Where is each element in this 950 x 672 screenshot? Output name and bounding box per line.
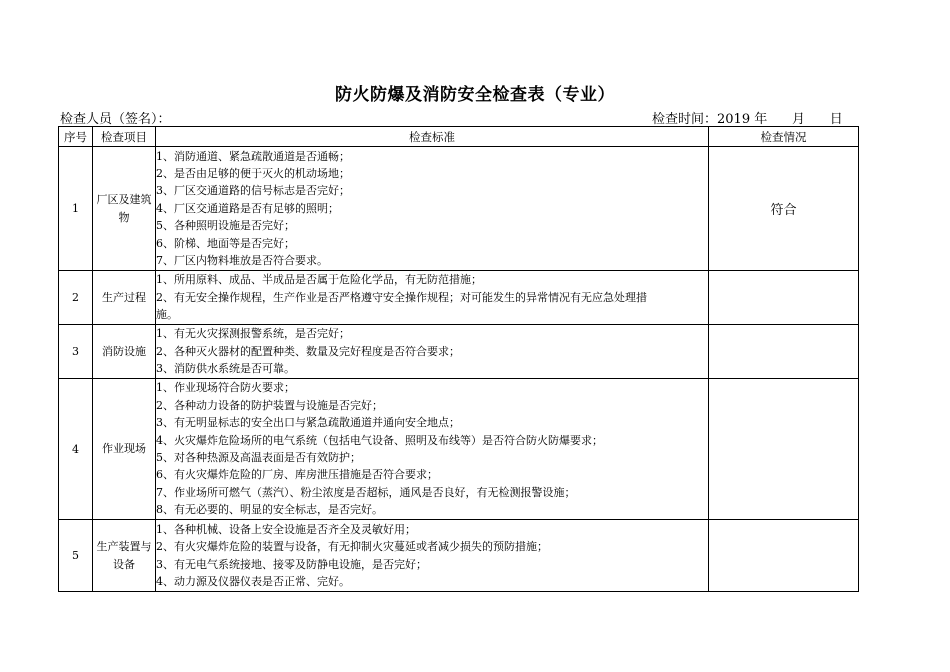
- criterion: 3、消防供水系统是否可靠。: [156, 362, 295, 376]
- criterion: 施。: [156, 308, 178, 322]
- header-status: 检查情况: [709, 127, 859, 147]
- row-criteria: [156, 147, 709, 271]
- table-row: [59, 147, 859, 271]
- row-status: 符合: [709, 147, 859, 271]
- criterion: 4、火灾爆炸危险场所的电气系统（包括电气设备、照明及布线等）是否符合防火防爆要求；: [156, 433, 603, 447]
- criterion: 3、有无明显标志的安全出口与紧急疏散通道并通向安全地点；: [156, 416, 460, 430]
- criterion: 6、有火灾爆炸危险的厂房、库房泄压措施是否符合要求；: [156, 468, 438, 482]
- criterion: 4、厂区交通道路是否有足够的照明；: [156, 201, 339, 215]
- criterion: 8、有无必要的、明显的安全标志，是否完好。: [156, 503, 383, 517]
- row-seq: 5: [59, 520, 93, 592]
- criterion: 3、厂区交通道路的信号标志是否完好；: [156, 184, 350, 198]
- table-row: [59, 271, 859, 325]
- criterion: 5、各种照明设施是否完好；: [156, 219, 295, 233]
- inspector-label: 检查人员（签名）：: [60, 112, 171, 127]
- row-status: [709, 271, 859, 325]
- criterion: 7、作业场所可燃气（蒸汽）、粉尘浓度是否超标，通风是否良好，有无检测报警设施；: [156, 485, 576, 499]
- row-item: 生产装置与设备: [93, 520, 156, 592]
- criterion: 6、阶梯、地面等是否完好；: [156, 236, 295, 250]
- checklist-table: [58, 126, 859, 592]
- row-criteria: [156, 271, 709, 325]
- table-row: [59, 325, 859, 379]
- row-status: [709, 325, 859, 379]
- row-criteria: [156, 520, 709, 592]
- criterion: 4、动力源及仪器仪表是否正常、完好。: [156, 574, 350, 588]
- header-item: 检查项目: [93, 127, 156, 147]
- row-status: [709, 520, 859, 592]
- header-standard: 检查标准: [156, 127, 709, 147]
- row-seq: 3: [59, 325, 93, 379]
- criterion: 7、厂区内物料堆放是否符合要求。: [156, 254, 328, 268]
- criterion: 1、所用原料、成品、半成品是否属于危险化学品，有无防范措施；: [156, 273, 482, 287]
- criterion: 2、有火灾爆炸危险的装置与设备，有无抑制火灾蔓延或者减少损失的预防措施；: [156, 540, 548, 554]
- inspection-time-label: 检查时间：2019 年 月 日: [652, 112, 843, 127]
- table-row: [59, 520, 859, 592]
- criterion: 2、有无安全操作规程，生产作业是否严格遵守安全操作规程；对可能发生的异常情况有无应急处理措: [156, 290, 647, 304]
- criterion: 3、有无电气系统接地、接零及防静电设施，是否完好；: [156, 557, 427, 571]
- page-title: 防火防爆及消防安全检查表（专业）: [335, 85, 615, 105]
- criterion: 2、各种灭火器材的配置种类、数量及完好程度是否符合要求；: [156, 344, 460, 358]
- criterion: 1、消防通道、紧急疏散通道是否通畅；: [156, 149, 350, 163]
- row-item: 作业现场: [93, 379, 156, 520]
- criterion: 1、有无火灾探测报警系统，是否完好；: [156, 327, 350, 341]
- row-seq: 2: [59, 271, 93, 325]
- row-item: 生产过程: [93, 271, 156, 325]
- row-criteria: [156, 379, 709, 520]
- criterion: 2、是否由足够的便于灭火的机动场地；: [156, 166, 350, 180]
- criterion: 2、各种动力设备的防护装置与设施是否完好；: [156, 398, 383, 412]
- row-seq: 1: [59, 147, 93, 271]
- row-status: [709, 379, 859, 520]
- criterion: 1、各种机械、设备上安全设施是否齐全及灵敏好用；: [156, 522, 416, 536]
- criterion: 5、对各种热源及高温表面是否有效防护；: [156, 451, 361, 464]
- criterion: 1、作业现场符合防火要求；: [156, 381, 295, 395]
- row-seq: 4: [59, 379, 93, 520]
- table-row: [59, 379, 859, 520]
- row-item: 消防设施: [93, 325, 156, 379]
- row-item: 厂区及建筑物: [93, 147, 156, 271]
- header-row: [59, 127, 859, 147]
- row-criteria: [156, 325, 709, 379]
- header-seq: 序号: [59, 127, 93, 147]
